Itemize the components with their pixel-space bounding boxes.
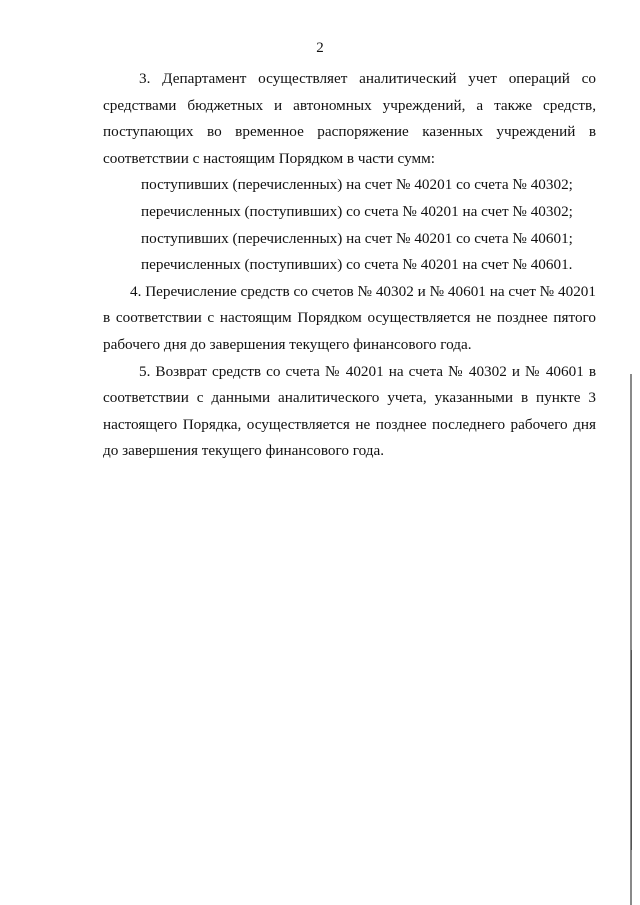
paragraph-5: 5. Возврат средств со счета № 40201 на счета № 40302 и № 40601 в соответствии с данными аналитического учета, указанными в пункте 3 настоящего Порядка, осуществляется не позднее последнего рабочего дня до завершения текущего финансового года. xyxy=(103,362,596,460)
paragraph-3-intro: 3. Департамент осуществляет аналитический учет операций со средствами бюджетных и автономных учреждений, а также средств, поступающих во временное распоряжение казенных учреждений в соответствии с настоящим Порядком в части сумм: xyxy=(103,70,596,167)
document-body xyxy=(103,66,596,465)
page-number: 2 xyxy=(316,40,324,56)
list-item: перечисленных (поступивших) со счета № 40201 на счет № 40302; xyxy=(141,202,573,220)
list-item: перечисленных (поступивших) со счета № 40201 на счет № 40601. xyxy=(141,256,573,274)
list-item: поступивших (перечисленных) на счет № 40201 со счета № 40302; xyxy=(141,176,573,194)
paragraph-4: 4. Перечисление средств со счетов № 40302 и № 40601 на счет № 40201 в соответствии с настоящим Порядком осуществляется не позднее пятого рабочего дня до завершения текущего финансового года. xyxy=(103,282,596,353)
list-item: поступивших (перечисленных) на счет № 40201 со счета № 40601; xyxy=(141,229,573,247)
scan-edge-shadow-dark xyxy=(631,650,632,850)
